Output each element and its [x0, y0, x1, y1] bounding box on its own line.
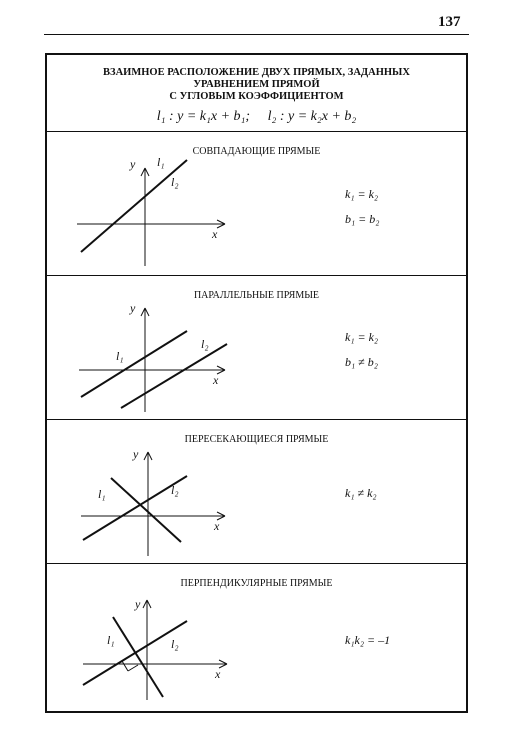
y-label: y [135, 597, 141, 611]
y-axis-arrow [148, 452, 152, 460]
diagram-intersecting [67, 442, 267, 560]
diagram-parallel [67, 298, 267, 416]
condition-1: k₁ = k₂ [345, 187, 379, 201]
x-axis-arrow [219, 660, 227, 664]
table-header [47, 55, 466, 132]
x-label: x [213, 373, 219, 387]
x-axis-arrow [217, 512, 225, 516]
y-axis-arrow [141, 168, 145, 176]
section-title: СОВПАДАЮЩИЕ ПРЯМЫЕ [192, 146, 321, 157]
y-axis-arrow [145, 168, 149, 176]
line-l1 [81, 331, 187, 397]
x-label: x [214, 519, 220, 533]
x-label: x [212, 227, 218, 241]
y-label: y [130, 301, 136, 315]
x-axis-arrow [217, 224, 225, 228]
line-l2 [121, 344, 227, 408]
section-intersecting [47, 420, 466, 564]
line-l1-l2 [81, 160, 187, 252]
header-title-line1: ВЗАИМНОЕ РАСПОЛОЖЕНИЕ ДВУХ ПРЯМЫХ, ЗАДАННЫХ УРАВНЕНИЕМ ПРЯМОЙ [103, 67, 410, 90]
l2-label: l₂ [171, 637, 179, 651]
y-axis-arrow [141, 308, 145, 316]
table-frame [45, 53, 468, 713]
l1-label: l₁ [157, 155, 165, 169]
x-axis-arrow [217, 366, 225, 370]
section-title: ПЕРЕСЕКАЮЩИЕСЯ ПРЯМЫЕ [184, 434, 329, 445]
diagram-perpendicular [67, 586, 267, 704]
condition-1: k₁k₂ = –1 [345, 633, 391, 647]
section-coincident [47, 132, 466, 276]
header-title [65, 67, 448, 103]
right-angle-mark [122, 661, 128, 671]
section-title: ПЕРПЕНДИКУЛЯРНЫЕ ПРЯМЫЕ [180, 578, 333, 589]
top-rule [44, 34, 469, 35]
formula-l2: l₂ : y = k₂x + b₂ [267, 109, 357, 124]
l2-label: l₂ [171, 175, 179, 189]
x-axis-arrow [217, 220, 225, 224]
section-parallel [47, 276, 466, 420]
y-axis-arrow [145, 308, 149, 316]
line-l1 [113, 617, 163, 697]
header-formula [47, 109, 466, 125]
right-angle-mark [128, 665, 138, 671]
l1-label: l₁ [116, 349, 124, 363]
section-title: ПАРАЛЛЕЛЬНЫЕ ПРЯМЫЕ [193, 290, 320, 301]
page-number: 137 [438, 14, 461, 30]
x-label: x [215, 667, 221, 681]
y-axis-arrow [144, 452, 148, 460]
l2-label: l₂ [201, 337, 209, 351]
header-title-line2: С УГЛОВЫМ КОЭФФИЦИЕНТОМ [169, 91, 344, 102]
l1-label: l₁ [98, 487, 106, 501]
condition-2: b₁ ≠ b₂ [345, 355, 378, 369]
y-label: y [130, 157, 136, 171]
y-axis-arrow [147, 600, 151, 608]
condition-2: b₁ = b₂ [345, 212, 380, 226]
diagram-coincident [67, 154, 267, 272]
section-perpendicular [47, 564, 466, 708]
formula-l1: l₁ : y = k₁x + b₁; [156, 109, 251, 124]
l2-label: l₂ [171, 483, 179, 497]
y-label: y [133, 447, 139, 461]
y-axis-arrow [143, 600, 147, 608]
condition-1: k₁ ≠ k₂ [345, 486, 377, 500]
condition-1: k₁ = k₂ [345, 330, 379, 344]
l1-label: l₁ [107, 633, 115, 647]
